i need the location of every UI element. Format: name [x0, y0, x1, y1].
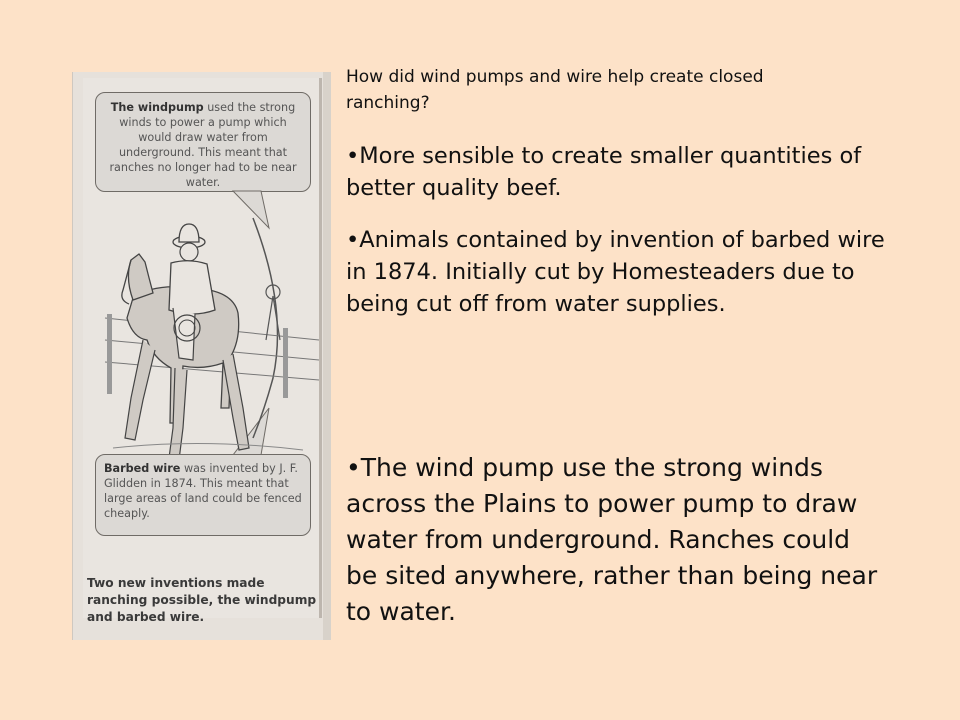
panel-edge [323, 72, 331, 640]
image-caption: Two new inventions made ranching possible, the windpump and barbed wire. [87, 576, 317, 624]
windpump-bubble-text: used the strong winds to power a pump which would draw water from underground. This meant that ranches no longer had to be near water. [109, 101, 297, 189]
textbook-image-panel [72, 72, 331, 640]
cowboy-on-horse-icon [83, 78, 319, 618]
textbook-frame [83, 78, 322, 618]
bullet-point-1: •More sensible to create smaller quantities of better quality beef. [346, 143, 862, 201]
barbed-wire-speech-bubble [95, 454, 311, 536]
windpump-bubble-lead: The windpump [110, 101, 204, 114]
question-heading: How did wind pumps and wire help create closed ranching? [346, 67, 764, 113]
bullet-point-3: •The wind pump use the strong winds across the Plains to power pump to draw water from underground. Ranches could be sited anywhere, rather than being near to water. [346, 453, 878, 626]
bullet-point-2: •Animals contained by invention of barbed wire in 1874. Initially cut by Homesteaders due to being cut off from water supplies. [346, 227, 885, 317]
barbed-wire-bubble-text: was invented by J. F. Glidden in 1874. This meant that large areas of land could be fenced cheaply. [104, 462, 302, 520]
barbed-wire-bubble-lead: Barbed wire [104, 462, 181, 475]
